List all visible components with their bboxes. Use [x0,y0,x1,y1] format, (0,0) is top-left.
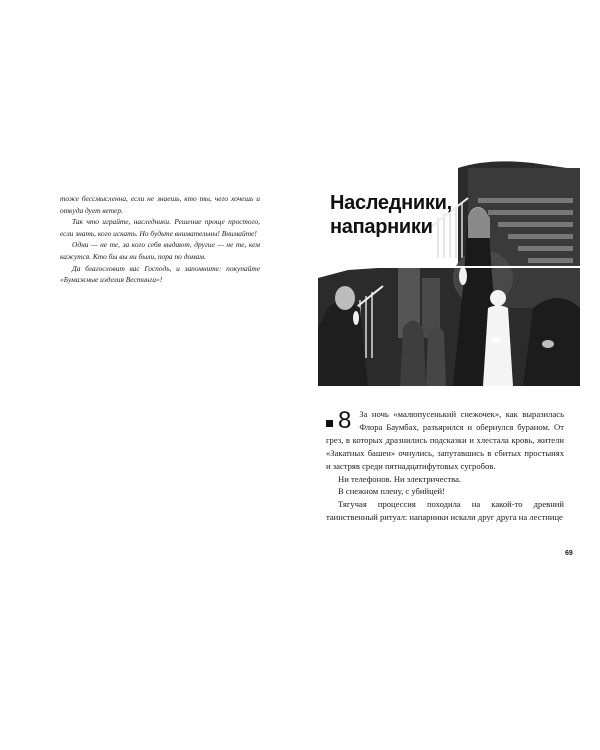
body-paragraph: Ни телефонов. Ни электричества. [338,473,462,484]
left-paragraph: Одни — не те, за кого себя выдают, другие — не те, кем кажутся. Кто бы вы ни были, пора по домам. [60,240,260,261]
body-paragraph: Тягучая процессия походила на какой-то древний таинственный ритуал: напарники искали друг друга на лестнице [326,499,564,523]
left-paragraph: Да благословит вас Господь, и запомните: покупайте «Бумажные изделия Вестинга»! [60,263,260,285]
left-paragraph: Так что играйте, наследники. Решение проще простого, если знать, кого искать. Но будьте внимательны! Внимайте! [60,217,260,238]
page-number: 69 [565,550,573,557]
body-paragraph: За ночь «малюпусенький снежочек», как выразилась Флора Баумбах, разъярился и обернулся бураном. От грез, в которых дразнились подсказки и хлестала кровь, жители «Закатных башен» очнулись, запутавшись в сбитых простынях и застряв среди пятнадцатифутовых сугробов. [326,409,564,471]
left-paragraph: тоже бессмысленна, если не знаешь, кто ты, чего хочешь и откуда дует ветер. [60,194,260,215]
chapter-title-line: напарники [330,216,433,238]
chapter-number: 8 [338,407,352,434]
left-page-text [60,193,260,286]
chapter-number-mark [326,409,351,433]
chapter-body [326,408,564,524]
square-bullet-icon [326,420,333,427]
chapter-title-line: Наследники, [330,192,452,214]
chapter-title [330,191,490,239]
body-paragraph: В снежном плену, с убийцей! [338,486,445,497]
